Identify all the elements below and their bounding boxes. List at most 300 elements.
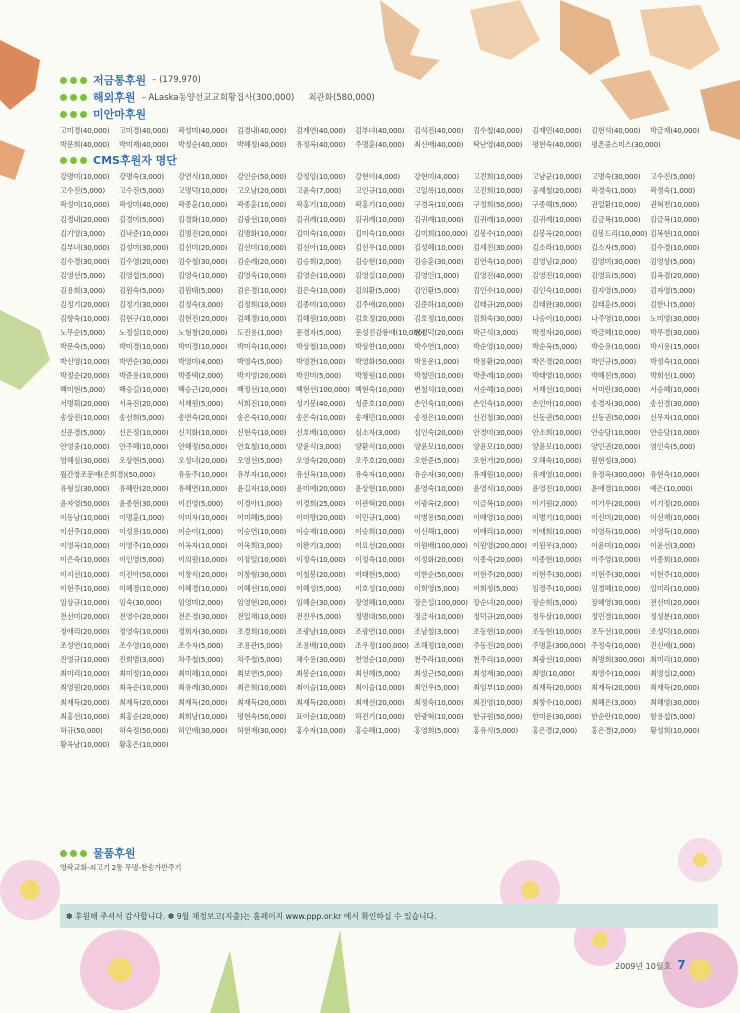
donor-entry: 오영선(5,000) [237, 456, 283, 466]
savings-title: 저금통후원 [93, 74, 147, 87]
donor-entry: 이성용(10,000) [119, 527, 169, 537]
donor-entry: 김현구(10,000) [119, 314, 169, 324]
donor-entry: 이요선(20,000) [355, 541, 405, 551]
donor-entry: 박상찬(10,000) [355, 342, 405, 352]
donor-entry: 이영옥(10,000) [60, 541, 110, 551]
donor-entry: 민경덕(20,000) [414, 328, 464, 338]
donor-entry: 김경내(20,000) [60, 214, 110, 224]
donor-entry: 김정희(10,000) [237, 299, 287, 309]
donor-entry: 정명대(50,000) [355, 612, 405, 622]
donor-entry: 유순자(30,000) [414, 470, 464, 480]
donor-entry: 백미현(5,000) [60, 385, 106, 395]
donor-entry: 정성분(10,000) [650, 612, 700, 622]
donor-entry: 임숙(30,000) [119, 598, 162, 608]
donor-entry: 염혜심(30,000) [60, 456, 110, 466]
donor-entry: 안승담(10,000) [650, 427, 700, 437]
donor-entry: 이동남(10,000) [60, 512, 110, 522]
donor-entry: 윤영숙(10,000) [414, 484, 464, 494]
donor-entry: 안승담(10,000) [591, 427, 641, 437]
donor-entry: 김혜경(10,000) [237, 314, 287, 324]
donor-entry: 조수자(5,000) [178, 640, 224, 650]
donor-entry: 김영실(10,000) [355, 271, 405, 281]
donor-entry: 신은정(10,000) [119, 427, 169, 437]
donor-entry: 김태완(30,000) [532, 299, 582, 309]
donor-entry: 이민규(1,000) [355, 512, 401, 522]
donor-entry: 곽경숙(1,000) [650, 186, 696, 196]
donor-entry: 고수진(5,000) [650, 172, 696, 181]
donor-entry: 박금혜(10,000) [591, 328, 641, 338]
donor-entry: 이윤미(10,000) [591, 541, 641, 551]
donor-entry: 고미경(40,000) [119, 126, 169, 135]
donor-entry: 이의원(10,000) [178, 555, 228, 565]
donor-entry: 박경자(20,000) [532, 328, 582, 338]
donor-entry: 유혜연(10,000) [178, 484, 228, 494]
donor-entry: 박수연(1,000) [414, 342, 460, 352]
donor-entry: 박은경(20,000) [532, 356, 582, 366]
donor-entry: 정민경(10,000) [591, 612, 641, 622]
donor-entry: 송선희(5,000) [119, 413, 165, 423]
donor-entry: 김영진(10,000) [532, 271, 582, 281]
donor-entry: 임상규(10,000) [60, 598, 110, 608]
donor-entry: 최혜영(30,000) [650, 697, 700, 707]
donor-entry: 유재원(10,000) [473, 470, 523, 480]
donor-entry: 차주철(5,000) [237, 654, 283, 664]
donor-entry: 김의환(5,000) [355, 285, 401, 295]
donor-entry: 임영현(20,000) [237, 598, 287, 608]
donor-entry: 고진희(10,000) [473, 186, 523, 196]
donor-entry: 강현이(4,000) [355, 172, 401, 181]
donor-entry: 고수진(5,000) [60, 186, 106, 196]
donor-entry: 노무순(5,000) [60, 328, 106, 338]
donor-entry: 안경미(30,000) [473, 427, 523, 437]
donor-entry: 김연숙(10,000) [473, 257, 523, 267]
donor-entry: 최광선(10,000) [532, 654, 582, 664]
donor-entry: 김희숙(30,000) [473, 314, 523, 324]
donor-entry: 김부녀(30,000) [60, 243, 110, 253]
donor-entry: 유동주(10,000) [178, 470, 228, 480]
donor-entry: 이정숙(10,000) [296, 555, 346, 565]
donor-entry: 김성미(30,000) [119, 243, 169, 253]
donor-entry: 최재득(20,000) [532, 683, 582, 693]
donor-entry: 곽종훈(10,000) [237, 200, 287, 210]
donor-entry: 김봉옥(20,000) [532, 228, 582, 238]
bullet-dots-icon [60, 94, 87, 101]
donor-entry: 박연순(30,000) [119, 356, 169, 366]
donor-entry: 이인영(5,000) [119, 555, 165, 565]
donor-entry: 김낙준(10,000) [119, 228, 169, 238]
donor-entry: 이원영(200,000) [473, 541, 527, 551]
donor-entry: 유혜란(20,000) [119, 484, 169, 494]
donor-entry: 김정기(30,000) [119, 299, 169, 309]
donor-entry: 김준하(10,000) [414, 299, 464, 309]
donor-entry: 박미숙(10,000) [237, 342, 287, 352]
donor-entry: 신치화(10,000) [178, 427, 228, 437]
donor-entry: 송연숙(20,000) [178, 413, 228, 423]
donor-entry: 이승희(10,000) [355, 527, 405, 537]
donor-entry: 이희영(5,000) [414, 583, 460, 593]
donor-entry: 이선재(10,000) [650, 512, 700, 522]
donor-entry: 정두삼(10,000) [532, 612, 582, 622]
donor-entry: 손인아(10,000) [532, 399, 582, 409]
donor-entry: 김태훈(5,000) [591, 299, 637, 309]
donor-entry: 최재득(20,000) [178, 697, 228, 707]
donor-entry: 박순영(10,000) [473, 342, 523, 352]
donor-entry: 김선미(20,000) [178, 243, 228, 253]
donor-entry: 박영화(50,000) [355, 356, 405, 366]
donor-entry: 최영(10,000) [532, 669, 575, 679]
donor-entry: 서재선(10,000) [532, 385, 582, 395]
donor-entry: 유숙자(10,000) [355, 470, 405, 480]
donor-entry: 구경옥(10,000) [414, 200, 464, 210]
donor-entry: 진신애(1,000) [650, 640, 696, 650]
donor-entry: 고견희(10,000) [473, 172, 523, 181]
donor-entry: 이종숙(20,000) [473, 555, 523, 565]
goods-title: 물품후원 [93, 847, 136, 860]
donor-entry: 윤길자(10,000) [237, 484, 287, 494]
donor-entry: 이현주(30,000) [532, 569, 582, 579]
donor-entry: 서미란(30,000) [591, 385, 641, 395]
donor-entry: 김기영(3,000) [60, 228, 106, 238]
donor-entry: 김종미(10,000) [296, 299, 346, 309]
donor-entry: 김정기(20,000) [60, 299, 110, 309]
donor-entry: 김영숙(10,000) [178, 271, 228, 281]
donor-entry: 한순란(10,000) [591, 711, 641, 721]
donor-entry: 박상철(10,000) [296, 342, 346, 352]
donor-entry: 허규(50,000) [60, 725, 103, 735]
donor-entry: 윤자영(50,000) [60, 498, 110, 508]
donor-entry: 김영진(40,000) [473, 271, 523, 281]
donor-entry: 홍은경(2,000) [591, 725, 637, 735]
donor-entry: 김세진(30,000) [473, 243, 523, 253]
donor-entry: 유선옥(10,000) [296, 470, 346, 480]
donor-entry: 전은경(30,000) [178, 612, 228, 622]
donor-entry: 김경내(40,000) [237, 126, 287, 135]
donor-entry: 홍수자(10,000) [296, 725, 346, 735]
donor-entry: 표이순(10,000) [296, 711, 346, 721]
donor-entry: 탁난영(40,000) [473, 140, 523, 150]
donor-entry: 이한순(50,000) [414, 569, 464, 579]
donor-entry: 김선아(10,000) [296, 243, 346, 253]
donor-entry: 변철석(10,000) [414, 385, 464, 395]
donor-entry: 김석진(40,000) [414, 126, 464, 135]
donor-entry: 이종희(10,000) [650, 555, 700, 565]
donor-entry: 최미혜(10,000) [178, 669, 228, 679]
page-number: 7 [677, 958, 686, 972]
donor-entry: 허인애(30,000) [178, 725, 228, 735]
donor-entry: 박철민(10,000) [414, 370, 464, 380]
donor-entry: 차주철(5,000) [178, 654, 224, 664]
donor-entry: 성기봉(40,000) [296, 399, 346, 409]
donor-entry: 허현재(30,000) [237, 725, 287, 735]
donor-entry: 손인숙(10,000) [473, 399, 523, 409]
donor-entry: 박창원(10,000) [355, 370, 405, 380]
donor-entry: 이선미(20,000) [591, 512, 641, 522]
donor-entry: 김성혜(10,000) [414, 243, 464, 253]
donor-entry: 이창형(30,000) [237, 569, 287, 579]
donor-entry: 고윤숙(7,000) [296, 186, 342, 196]
donor-entry: 황홍은(10,000) [119, 740, 169, 750]
donor-entry: 김승현(10,000) [355, 257, 405, 267]
donor-entry: 곽홍기(10,000) [355, 200, 405, 210]
donor-entry: 이미향(20,000) [296, 512, 346, 522]
donor-entry: 유정옥(40,000) [296, 140, 346, 150]
donor-entry: 김경미(5,000) [119, 214, 165, 224]
donor-entry: 최재득(20,000) [60, 697, 110, 707]
donor-entry: 정희자(30,000) [178, 626, 228, 636]
donor-entry: 천주리(10,000) [473, 654, 523, 664]
donor-entry: 최성근(50,000) [414, 669, 464, 679]
donor-entry: 나승이(10,000) [532, 314, 582, 324]
donor-entry: 원현정(3,000) [591, 456, 637, 466]
donor-entry: 이승재(10,000) [296, 527, 346, 537]
donor-entry: 안혜정(50,000) [178, 441, 228, 451]
donor-entry: 신건철(30,000) [473, 413, 523, 423]
donor-entry: 이배영(10,000) [473, 512, 523, 522]
donor-entry: 박시용(15,000) [650, 342, 700, 352]
donor-entry: 양윤모(10,000) [414, 441, 464, 451]
donor-entry: 이금복(10,000) [473, 498, 523, 508]
donor-entry: 이철봉(20,000) [296, 569, 346, 579]
donor-entry: 이미혜(5,000) [237, 512, 283, 522]
donor-entry: 최유례(30,000) [178, 683, 228, 693]
bullet-dots-icon [60, 111, 87, 118]
notice-box [60, 904, 718, 928]
donor-entry: 이영득(10,000) [650, 527, 700, 537]
donor-entry: 이혜경(10,000) [178, 583, 228, 593]
donor-entry: 백승길(10,000) [119, 385, 169, 395]
donor-entry: 조우정(100,000) [355, 640, 409, 650]
overseas-section [60, 89, 710, 105]
donor-entry: 천주라(10,000) [414, 654, 464, 664]
donor-entry: 김소자(5,000) [591, 243, 637, 253]
cms-donor-list [60, 170, 710, 752]
donor-entry: 최인우(5,000) [414, 683, 460, 693]
donor-entry: 김수영(20,000) [119, 257, 169, 267]
donor-entry: 서명휘(20,000) [60, 399, 110, 409]
donor-entry: 한광혁(10,000) [414, 711, 464, 721]
donor-entry: 송은숙(10,000) [296, 413, 346, 423]
donor-entry: 이장일(10,000) [237, 555, 287, 565]
overseas-text: – ALaska동양선교교회황집사(300,000) [141, 93, 295, 103]
donor-entry: 황성희(10,000) [650, 725, 700, 735]
donor-entry: 유부자(10,000) [237, 470, 287, 480]
donor-entry: 양윤모(10,000) [473, 441, 523, 451]
donor-entry: 백현숙(10,000) [355, 385, 405, 395]
donor-entry: 박희선(1,000) [650, 370, 696, 380]
donor-entry: 박미경(10,000) [119, 342, 169, 352]
donor-entry: 이현주(30,000) [591, 569, 641, 579]
donor-entry: 최홍순(20,000) [119, 711, 169, 721]
donor-entry: 김귀례(10,000) [296, 214, 346, 224]
donor-entry: 고남균(10,000) [532, 172, 582, 181]
donor-entry: 김미숙(10,000) [355, 228, 405, 238]
donor-entry: 최정숙(10,000) [414, 697, 464, 707]
donor-entry: 최신애(40,000) [414, 140, 464, 150]
donor-entry: 최영실(2,000) [650, 669, 696, 679]
donor-entry: 홍영희(5,000) [414, 725, 460, 735]
donor-entry: 월간창조문예(은희경)(50,000) [60, 470, 156, 480]
donor-entry: 김영미(30,000) [591, 257, 641, 267]
donor-entry: 최창수(10,000) [532, 697, 582, 707]
donor-entry: 신무자(10,000) [650, 413, 700, 423]
donor-entry: 최재득(20,000) [296, 697, 346, 707]
donor-entry: 박영미(4,000) [178, 356, 224, 366]
donor-entry: 노정실(10,000) [119, 328, 169, 338]
donor-entry: 전선미(20,000) [60, 612, 110, 622]
donor-entry: 김수경(30,000) [60, 257, 110, 267]
donor-entry: 심소자(3,000) [355, 427, 401, 437]
donor-entry: 박진미(5,000) [296, 370, 342, 380]
donor-entry: 김계연(40,000) [296, 126, 346, 135]
donor-entry: 박영숙(5,000) [237, 356, 283, 366]
donor-entry: 임영미(2,000) [178, 598, 224, 608]
donor-entry: 윤영진(10,000) [532, 484, 582, 494]
donor-entry: 강연식(10,000) [178, 172, 228, 181]
donor-entry: 진영규(10,000) [60, 654, 110, 664]
donor-entry: 이옥자(10,000) [178, 541, 228, 551]
donor-entry: 박용환(20,000) [473, 356, 523, 366]
donor-entry: 안효철(10,000) [237, 441, 287, 451]
donor-entry: 박영찬(10,000) [296, 356, 346, 366]
donor-entry: 김승희(2,000) [296, 257, 342, 267]
donor-entry: 김호정(10,000) [414, 314, 464, 324]
donor-entry: 최선혜(5,000) [355, 669, 401, 679]
donor-entry: 전선미(20,000) [650, 598, 700, 608]
donor-entry: 김영숙(10,000) [237, 271, 287, 281]
donor-entry: 정영숙(10,000) [119, 626, 169, 636]
donor-entry: 조용배(10,000) [296, 640, 346, 650]
donor-entry: 오현거(20,000) [473, 456, 523, 466]
donor-entry: 강명숙(3,000) [119, 172, 165, 181]
donor-entry: 주명훈(40,000) [355, 140, 405, 150]
donor-entry: 이영주(10,000) [119, 541, 169, 551]
donor-entry: 백정선(10,000) [237, 385, 287, 395]
donor-entry: 윤미애(20,000) [296, 484, 346, 494]
donor-entry: 이희정(5,000) [473, 583, 519, 593]
donor-entry: 오영숙(20,000) [296, 456, 346, 466]
donor-entry: 김원태(5,000) [178, 285, 224, 295]
donor-entry: 전일채(10,000) [237, 612, 287, 622]
donor-entry: 이현주(10,000) [60, 583, 110, 593]
donor-entry: 최재득(20,000) [119, 697, 169, 707]
donor-entry: 김금복(10,000) [591, 214, 641, 224]
donor-entry: 조동현(10,000) [473, 626, 523, 636]
donor-entry: 한미운(30,000) [532, 711, 582, 721]
donor-entry: 오한준(5,000) [414, 456, 460, 466]
donor-entry: 송선경(30,000) [650, 399, 700, 409]
donor-entry: 고수진(5,000) [119, 186, 165, 196]
donor-entry: 이진아(50,000) [119, 569, 169, 579]
donor-entry: 최홍선(10,000) [60, 711, 110, 721]
donor-entry: 이원배(100,000) [414, 541, 468, 551]
donor-entry: 김인환(5,000) [414, 285, 460, 295]
donor-entry: 홍은경(2,000) [532, 725, 578, 735]
donor-entry: 최재선(20,000) [355, 697, 405, 707]
donor-entry: 김영상(5,000) [650, 257, 696, 267]
donor-entry: 이은숙(10,000) [60, 555, 110, 565]
donor-entry: 이정숙(10,000) [355, 555, 405, 565]
left-leaves-decoration [0, 300, 60, 420]
donor-entry: 김귀례(10,000) [473, 214, 523, 224]
donor-entry: 이주영(10,000) [591, 555, 641, 565]
donor-entry: 이신해(1,000) [414, 527, 460, 537]
bullet-dots-icon [60, 850, 87, 857]
donor-entry: 김승훈(30,000) [414, 257, 464, 267]
donor-entry: 김수철(40,000) [473, 126, 523, 135]
donor-entry: 신현숙(10,000) [237, 427, 287, 437]
donor-entry: 김복현(10,000) [650, 228, 700, 238]
donor-entry: 고일록(10,000) [414, 186, 464, 196]
donor-entry: 신동권(50,000) [532, 413, 582, 423]
donor-entry: 이현주(20,000) [473, 569, 523, 579]
donor-entry: 이경희(25,000) [296, 498, 346, 508]
donor-entry: 박인규(5,000) [591, 356, 637, 366]
donor-entry: 고오남(20,000) [237, 186, 287, 196]
donor-entry: 윤상현(10,000) [355, 484, 405, 494]
donor-entry: 장영혜(10,000) [355, 598, 405, 608]
donor-entry: 이혜선(10,000) [237, 583, 287, 593]
donor-entry: 이종현(10,000) [532, 555, 582, 565]
donor-entry: 박춘례(10,000) [473, 370, 523, 380]
donor-entry: 최미리(10,000) [60, 669, 110, 679]
donor-entry: 이혜성(5,000) [296, 583, 342, 593]
donor-entry: 박금재(40,000) [650, 126, 700, 135]
donor-entry: 오해숙(10,000) [532, 456, 582, 466]
donor-entry: 최진영(10,000) [473, 697, 523, 707]
donor-entry: 최봉순(10,000) [296, 669, 346, 679]
donor-entry: 박미경(10,000) [178, 342, 228, 352]
donor-entry: 이경아(1,000) [237, 498, 283, 508]
donor-entry: 박정순(20,000) [60, 370, 110, 380]
donor-entry: 송은숙(10,000) [237, 413, 287, 423]
overseas-extra: 최관화(580,000) [308, 93, 375, 103]
donor-entry: 임경주(10,000) [532, 583, 582, 593]
donor-entry: 유정옥(300,000) [591, 470, 645, 480]
donor-entry: 김정숙(3,000) [178, 299, 224, 309]
goods-section [60, 845, 710, 873]
donor-entry: 임혜순(30,000) [296, 598, 346, 608]
donor-entry: 권일환(10,000) [591, 200, 641, 210]
donor-entry: 박혜정(40,000) [237, 140, 287, 150]
donor-entry: 공재철(20,000) [532, 186, 582, 196]
donor-entry: 김영섭(5,000) [119, 271, 165, 281]
donor-entry: 장은실(100,000) [414, 598, 468, 608]
donor-entry: 송정은(10,000) [414, 413, 464, 423]
donor-entry: 홍승혜(1,000) [355, 725, 401, 735]
donor-entry: 천영순(10,000) [355, 654, 405, 664]
donor-entry: 유형실(30,000) [60, 484, 110, 494]
donor-entry: 조두선(10,000) [591, 626, 641, 636]
donor-entry: 곽종훈(10,000) [178, 200, 228, 210]
donor-entry: 이태현(5,000) [355, 569, 401, 579]
donor-entry: 안소희(10,000) [532, 427, 582, 437]
donor-entry: 염인숙(5,000) [650, 441, 696, 451]
donor-entry: 이지선(10,000) [60, 569, 110, 579]
donor-entry: 조경희(10,000) [237, 626, 287, 636]
donor-entry: 정애리(20,000) [60, 626, 110, 636]
donor-entry: 백현선(100,000) [296, 385, 350, 395]
donor-entry: 오성녀(20,000) [178, 456, 228, 466]
donor-entry: 김귀례(10,000) [414, 214, 464, 224]
donor-entry: 박문희(40,000) [60, 140, 110, 150]
donor-entry: 양윤모(10,000) [532, 441, 582, 451]
donor-entry: 조해정(10,000) [414, 640, 464, 650]
donor-entry: 진희범(3,000) [119, 654, 165, 664]
donor-entry: 고명숙(30,000) [591, 172, 641, 181]
donor-entry: 이미자(10,000) [178, 512, 228, 522]
donor-entry: 김영인(1,000) [414, 271, 460, 281]
donor-entry: 최은희(10,000) [237, 683, 287, 693]
